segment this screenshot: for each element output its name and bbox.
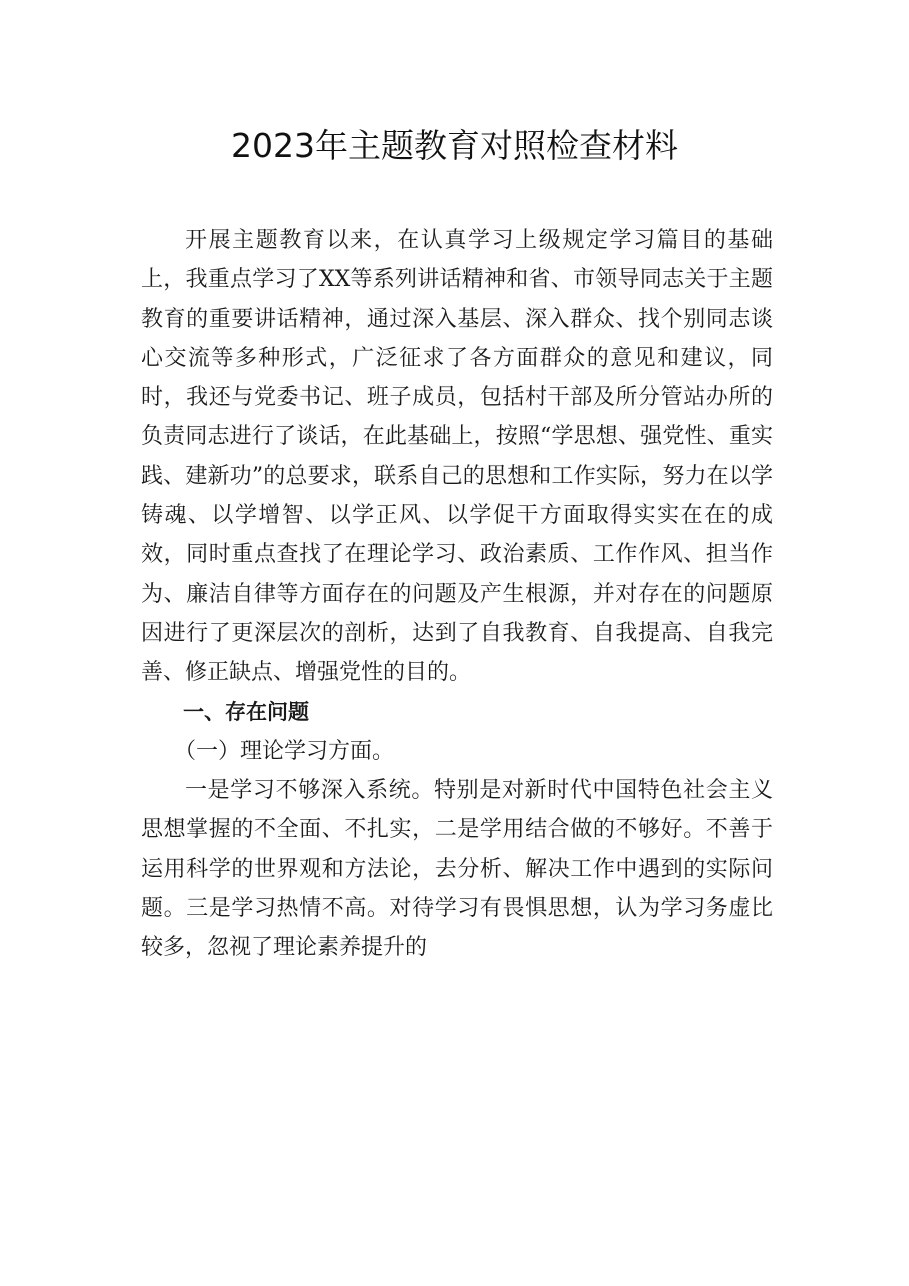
- intro-paragraph: 开展主题教育以来，在认真学习上级规定学习篇目的基础上，我重点学习了XX等系列讲话精神和省、市领导同志关于主题教育的重要讲话精神，通过深入基层、深入群众、找个别同志谈心交流等多种形式，广泛征求了各方面群众的意见和建议，同时，我还与党委书记、班子成员，包括村干部及所分管站办所的负责同志进行了谈话，在此基础上，按照“学思想、强党性、重实践、建新功”的总要求，联系自己的思想和工作实际，努力在以学铸魂、以学增智、以学正风、以学促干方面取得实实在在的成效，同时重点查找了在理论学习、政治素质、工作作风、担当作为、廉洁自律等方面存在的问题及产生根源，并对存在的问题原因进行了更深层次的剖析，达到了自我教育、自我提高、自我完善、修正缺点、增强党性的目的。: [141, 228, 773, 686]
- document-title: 2023年主题教育对照检查材料: [231, 126, 678, 165]
- subsection-heading-theory-study: （一）理论学习方面。: [174, 738, 395, 764]
- document-body: [141, 221, 773, 968]
- section-heading-problems: 一、存在问题: [183, 699, 309, 724]
- theory-study-paragraph: 一是学习不够深入系统。特别是对新时代中国特色社会主义思想掌握的不全面、不扎实，二是学用结合做的不够好。不善于运用科学的世界观和方法论，去分析、解决工作中遇到的实际问题。三是学习热情不高。对待学习有畏惧思想，认为学习务虚比较多，忽视了理论素养提升的: [141, 778, 773, 961]
